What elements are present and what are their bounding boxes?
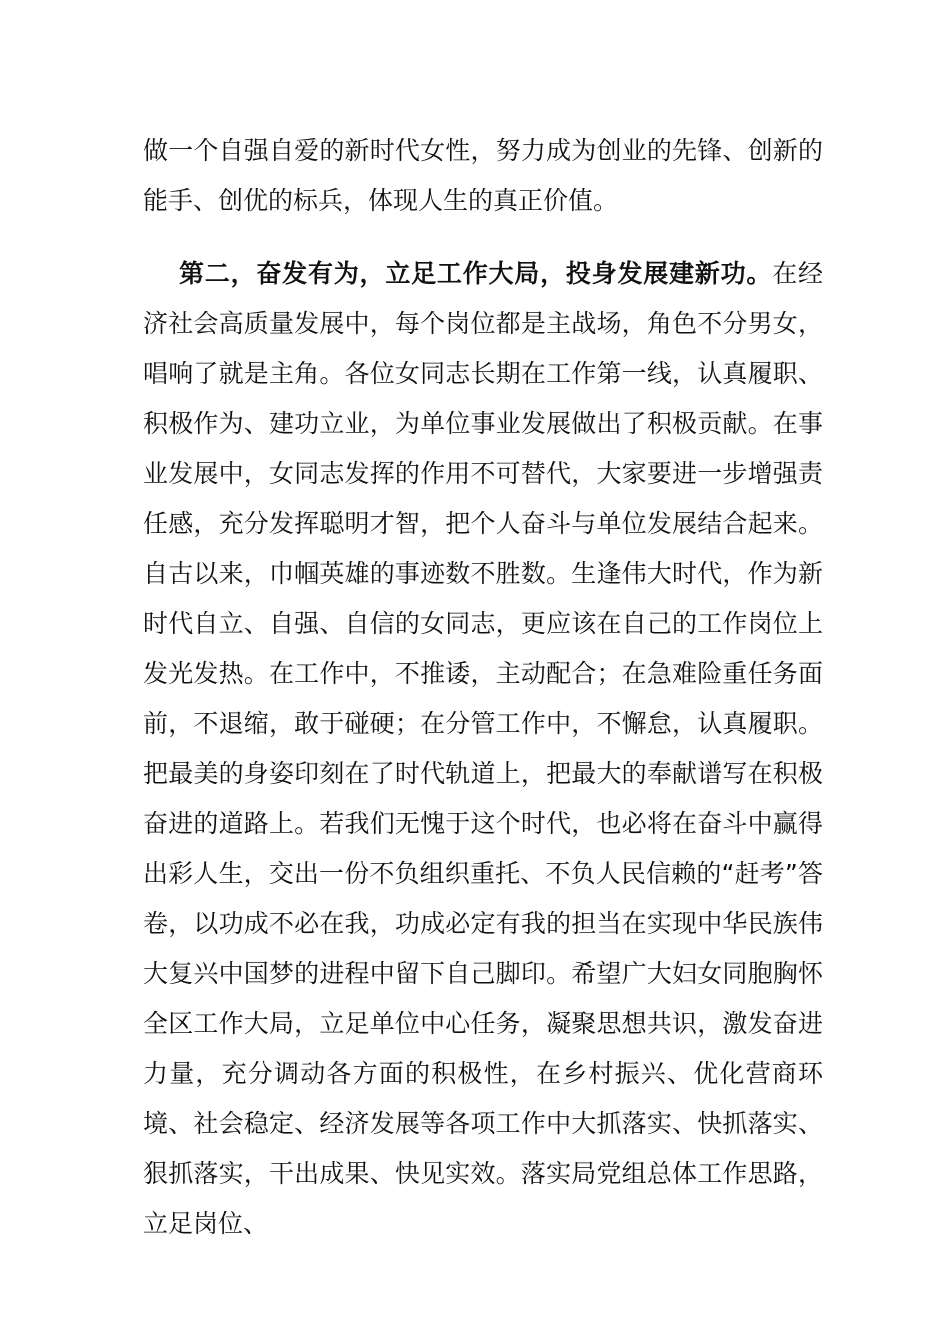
paragraph-second-point: [143, 249, 823, 1249]
paragraph-body: 在经济社会高质量发展中，每个岗位都是主战场，角色不分男女，唱响了就是主角。各位女同志长期在工作第一线，认真履职、积极作为、建功立业，为单位事业发展做出了积极贡献。在事业发展中，女同志发挥的作用不可替代，大家要进一步增强责任感，充分发挥聪明才智，把个人奋斗与单位发展结合起来。自古以来，巾帼英雄的事迹数不胜数。生逢伟大时代，作为新时代自立、自强、自信的女同志，更应该在自己的工作岗位上发光发热。在工作中，不推诿，主动配合；在急难险重任务面前，不退缩，敢于碰硬；在分管工作中，不懈怠，认真履职。把最美的身姿印刻在了时代轨道上，把最大的奉献谱写在积极奋进的道路上。若我们无愧于这个时代，也必将在奋斗中赢得出彩人生，交出一份不负组织重托、不负人民信赖的“赶考”答卷，以功成不必在我，功成必定有我的担当在实现中华民族伟大复兴中国梦的进程中留下自己脚印。希望广大妇女同胞胸怀全区工作大局，立足单位中心任务，凝聚思想共识，激发奋进力量，充分调动各方面的积极性，在乡村振兴、优化营商环境、社会稳定、经济发展等各项工作中大抓落实、快抓落实、狠抓落实，干出成果、快见实效。落实局党组总体工作思路，立足岗位、: [143, 259, 823, 1238]
paragraph-lead-heading: 第二，奋发有为，立足工作大局，投身发展建新功。: [179, 259, 773, 288]
paragraph-continuation: 做一个自强自爱的新时代女性，努力成为创业的先锋、创新的能手、创优的标兵，体现人生的真正价值。: [143, 136, 823, 215]
